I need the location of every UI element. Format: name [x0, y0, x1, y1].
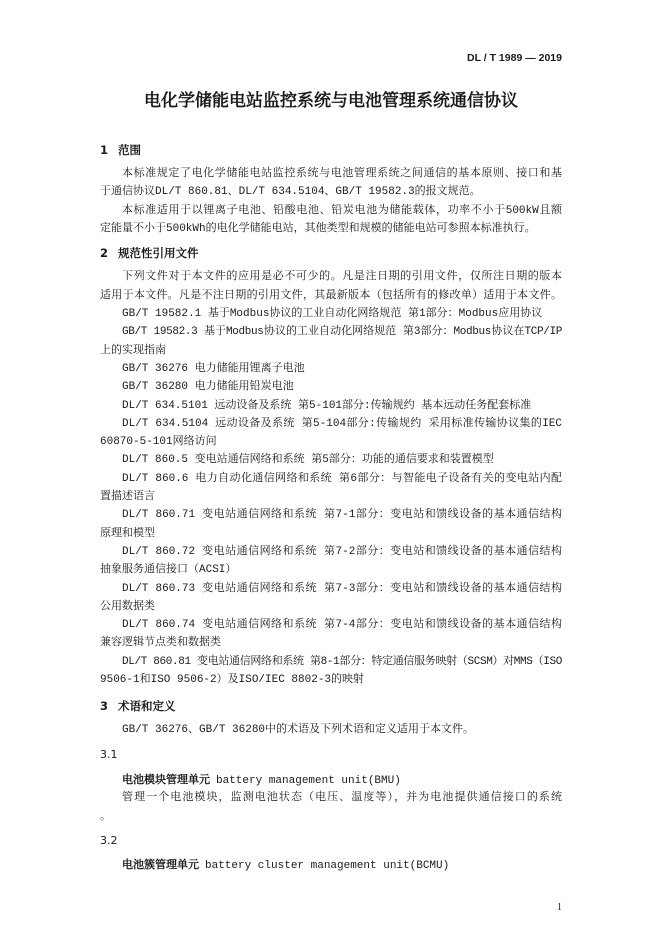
reference-line-continued: 60870-5-101网络访问	[100, 436, 217, 449]
reference-line-continued: 上的实现指南	[100, 344, 166, 357]
reference-line: GB/T 36280 电力储能用铅炭电池	[122, 381, 294, 394]
reference-line-continued: 原理和模型	[100, 527, 155, 540]
paragraph-line: 本标准适用于以锂离子电池、铅酸电池、铅炭电池为储能载体，功率不小于500kW且额	[122, 204, 562, 217]
reference-line: DL/T 860.81 变电站通信网络和系统 第8-1部分：特定通信服务映射（SCSM）对MMS（ISO	[122, 655, 562, 668]
definition-line: 。	[100, 810, 111, 823]
term-chinese: 电池簇管理单元	[122, 857, 199, 871]
document-number: DL / T 1989 — 2019	[467, 52, 562, 64]
reference-line: DL/T 860.73 变电站通信网络和系统 第7-3部分：变电站和馈线设备的基本通信结构	[122, 582, 562, 595]
document-title: 电化学储能电站监控系统与电池管理系统通信协议	[144, 91, 518, 111]
term-number: 3.1	[100, 747, 118, 761]
reference-line: GB/T 36276 电力储能用锂离子电池	[122, 362, 305, 375]
term-entry	[100, 856, 562, 874]
reference-line: DL/T 860.5 变电站通信网络和系统 第5部分：功能的通信要求和装置模型	[122, 454, 494, 467]
section-heading-normative-references	[100, 244, 562, 262]
term-number: 3.2	[100, 833, 118, 847]
document-body	[100, 141, 562, 874]
paragraph-line: 下列文件对于本文件的应用是必不可少的。凡是注日期的引用文件，仅所注日期的版本	[122, 271, 562, 284]
definition-line: 管理一个电池模块，监测电池状态（电压、温度等），并为电池提供通信接口的系统	[122, 792, 562, 805]
paragraph-line: 本标准规定了电化学储能电站监控系统与电池管理系统之间通信的基本原则、接口和基	[122, 167, 562, 180]
reference-line: DL/T 860.71 变电站通信网络和系统 第7-1部分：变电站和馈线设备的基本通信结构	[122, 509, 562, 522]
paragraph-line: GB/T 36276、GB/T 36280中的术语及下列术语和定义适用于本文件。	[122, 723, 475, 736]
reference-line: DL/T 860.72 变电站通信网络和系统 第7-2部分：变电站和馈线设备的基本通信结构	[122, 545, 562, 558]
paragraph-line: 定能量不小于500kWh的电化学储能电站，其他类型和规模的储能电站可参照本标准执行。	[100, 222, 536, 235]
section-number: 3	[100, 698, 109, 713]
section-title: 术语和定义	[118, 698, 176, 713]
paragraph-line: 于通信协议DL/T 860.81、DL/T 634.5104、GB/T 19582.3的报文规范。	[100, 186, 481, 199]
section-heading-terms-and-definitions	[100, 697, 562, 715]
term-english: battery cluster management unit(BCMU)	[205, 859, 450, 872]
section-title: 规范性引用文件	[118, 246, 199, 261]
reference-line: DL/T 860.74 变电站通信网络和系统 第7-4部分：变电站和馈线设备的基本通信结构	[122, 619, 562, 632]
term-english: battery management unit(BMU)	[216, 774, 401, 787]
paragraph-line: 适用于本文件。凡是不注日期的引用文件，其最新版本（包括所有的修改单）适用于本文件。	[100, 289, 562, 302]
reference-line: GB/T 19582.3 基于Modbus协议的工业自动化网络规范 第3部分：Modbus协议在TCP/IP	[122, 326, 562, 339]
term-chinese: 电池模块管理单元	[122, 772, 210, 786]
reference-line-continued: 兼容逻辑节点类和数据类	[100, 637, 221, 650]
section-heading-scope	[100, 141, 562, 159]
reference-line-continued: 置描述语言	[100, 491, 155, 504]
reference-line: GB/T 19582.1 基于Modbus协议的工业自动化网络规范 第1部分：Modbus应用协议	[122, 308, 543, 321]
reference-line-continued: 抽象服务通信接口（ACSI）	[100, 564, 237, 577]
reference-line-continued: 9506-1和ISO 9506-2）及ISO/IEC 8802-3的映射	[100, 674, 365, 686]
section-number: 1	[100, 143, 109, 157]
section-number: 2	[100, 246, 109, 261]
reference-line: DL/T 634.5104 远动设备及系统 第5-104部分:传输规约 采用标准传输协议集的IEC	[122, 417, 562, 430]
term-entry	[100, 771, 562, 789]
reference-line-continued: 公用数据类	[100, 600, 155, 613]
reference-line: DL/T 860.6 电力自动化通信网络和系统 第6部分：与智能电子设备有关的变电站内配	[122, 472, 562, 485]
reference-line: DL/T 634.5101 远动设备及系统 第5-101部分:传输规约 基本远动任务配套标准	[122, 399, 532, 412]
page-number: 1	[557, 902, 562, 913]
section-title: 范围	[118, 143, 141, 157]
